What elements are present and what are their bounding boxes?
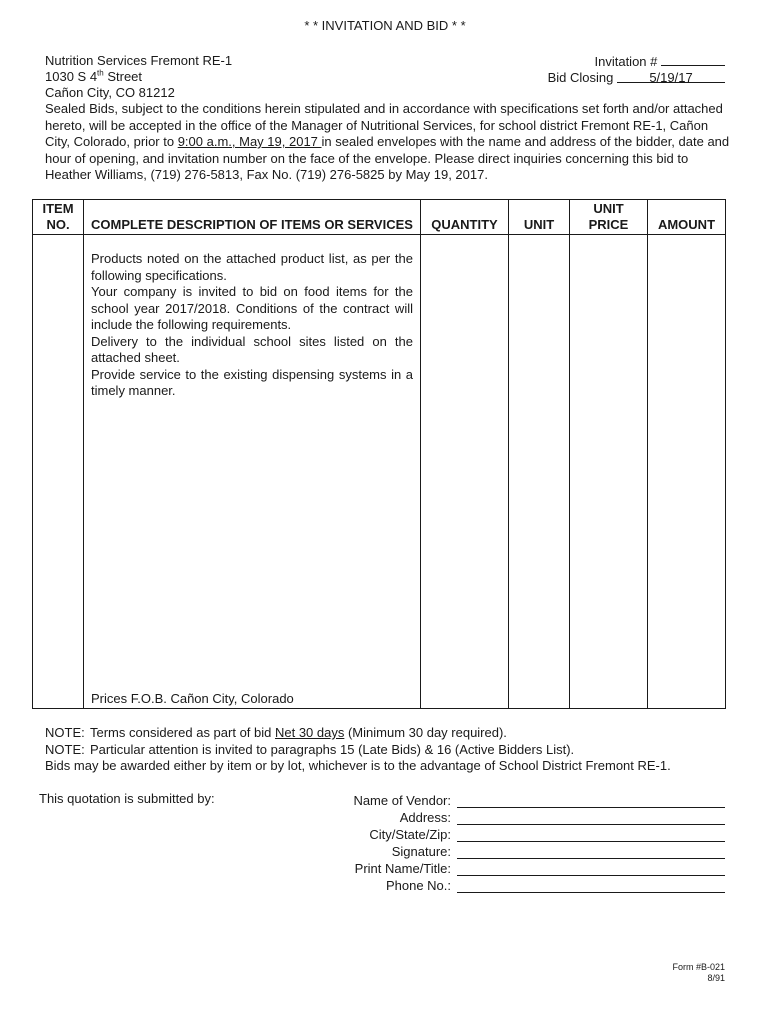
unit-price-cell[interactable] bbox=[570, 235, 648, 709]
intro-paragraph bbox=[45, 101, 730, 184]
table-header-row bbox=[33, 200, 726, 235]
invitation-label: Invitation # bbox=[594, 54, 658, 69]
form-number bbox=[672, 962, 725, 984]
unit-cell[interactable] bbox=[509, 235, 570, 709]
vendor-name-label: Name of Vendor: bbox=[353, 793, 451, 808]
header-quantity: QUANTITY bbox=[421, 200, 509, 235]
organization-address bbox=[45, 53, 232, 101]
document-title: * * INVITATION AND BID * * bbox=[304, 18, 466, 33]
header-description: COMPLETE DESCRIPTION OF ITEMS OR SERVICES bbox=[84, 200, 421, 235]
description-cell bbox=[84, 235, 421, 709]
city-state-zip-field[interactable] bbox=[457, 828, 725, 842]
bid-closing-date: 5/19/17 bbox=[617, 70, 725, 83]
bid-closing-row bbox=[548, 70, 725, 86]
intro-text-1: Sealed Bids, subject to the conditions herein stipulated and in accordance with specifications set forth and/or attached hereto, will be accepted in the office of the Manager of Nutritional Services, for school district Fremont RE-1, Cañon City, Colorado, prior to bbox=[45, 101, 723, 149]
description-specs: Products noted on the attached product list, as per the following specifications. bbox=[91, 251, 413, 283]
signature-field[interactable] bbox=[457, 845, 725, 859]
phone-row bbox=[300, 876, 725, 893]
address-row bbox=[300, 808, 725, 825]
invitation-number-field[interactable] bbox=[661, 53, 725, 66]
form-id: Form #B-021 bbox=[672, 962, 725, 972]
city-state-zip-label: City/State/Zip: bbox=[369, 827, 451, 842]
award-note: Bids may be awarded either by item or by lot, whichever is to the advantage of School District Fremont RE-1. bbox=[45, 758, 671, 773]
table-row bbox=[33, 235, 726, 709]
invitation-number-row bbox=[548, 53, 725, 70]
note-terms-text: Terms considered as part of bid Net 30 days (Minimum 30 day required). bbox=[90, 725, 507, 740]
notes-section bbox=[45, 725, 671, 775]
signature-row bbox=[300, 842, 725, 859]
note-terms bbox=[45, 725, 671, 742]
header-unit: UNIT bbox=[509, 200, 570, 235]
quantity-cell[interactable] bbox=[421, 235, 509, 709]
bid-info bbox=[548, 53, 725, 86]
street-suffix: th bbox=[97, 68, 104, 78]
vendor-info-form bbox=[300, 791, 725, 893]
street-name: Street bbox=[103, 69, 143, 84]
print-name-field[interactable] bbox=[457, 862, 725, 876]
vendor-name-field[interactable] bbox=[457, 794, 725, 808]
print-name-label: Print Name/Title: bbox=[354, 861, 451, 876]
address-field[interactable] bbox=[457, 811, 725, 825]
bid-deadline: 9:00 a.m., May 19, 2017 bbox=[177, 134, 322, 149]
street-number: 1030 S 4 bbox=[45, 69, 98, 84]
header-item-no: ITEM NO. bbox=[33, 200, 84, 235]
bid-closing-label: Bid Closing bbox=[547, 70, 614, 85]
description-service: Provide service to the existing dispensing systems in a timely manner. bbox=[91, 366, 413, 398]
phone-field[interactable] bbox=[457, 879, 725, 893]
city-state-zip: Cañon City, CO 81212 bbox=[45, 85, 175, 100]
item-no-cell[interactable] bbox=[33, 235, 84, 709]
note-paragraphs bbox=[45, 742, 671, 759]
amount-cell[interactable] bbox=[648, 235, 726, 709]
submitted-by-label: This quotation is submitted by: bbox=[39, 791, 215, 806]
print-name-row bbox=[300, 859, 725, 876]
note-label: NOTE: bbox=[45, 725, 85, 740]
payment-terms: Net 30 days bbox=[274, 725, 345, 740]
phone-label: Phone No.: bbox=[385, 878, 451, 893]
org-name: Nutrition Services Fremont RE-1 bbox=[45, 53, 233, 68]
fob-terms: Prices F.O.B. Cañon City, Colorado bbox=[91, 691, 294, 706]
description-delivery: Delivery to the individual school sites listed on the attached sheet. bbox=[91, 333, 413, 365]
description-invite: Your company is invited to bid on food items for the school year 2017/2018. Conditions of the contract will include the following requirements. bbox=[91, 284, 413, 332]
header-unit-price: UNIT PRICE bbox=[570, 200, 648, 235]
address-label: Address: bbox=[399, 810, 451, 825]
header-amount: AMOUNT bbox=[648, 200, 726, 235]
form-date: 8/91 bbox=[707, 973, 725, 983]
street-address bbox=[45, 69, 232, 85]
note-paragraphs-text: Particular attention is invited to paragraphs 15 (Late Bids) & 16 (Active Bidders List). bbox=[90, 741, 575, 757]
note-label: NOTE: bbox=[45, 741, 85, 757]
city-state-zip-row bbox=[300, 825, 725, 842]
intro-text-2: in sealed envelopes with the name and address of the bidder, date and hour of opening, and invitation number on the face of the envelope. Please direct inquiries concerning this bid to Heather Williams, (719) 276-5813, Fax No. (719) 276-5825 by May 19, 2017. bbox=[45, 134, 730, 182]
bid-table bbox=[32, 199, 726, 709]
vendor-name-row bbox=[300, 791, 725, 808]
signature-label: Signature: bbox=[391, 844, 451, 859]
